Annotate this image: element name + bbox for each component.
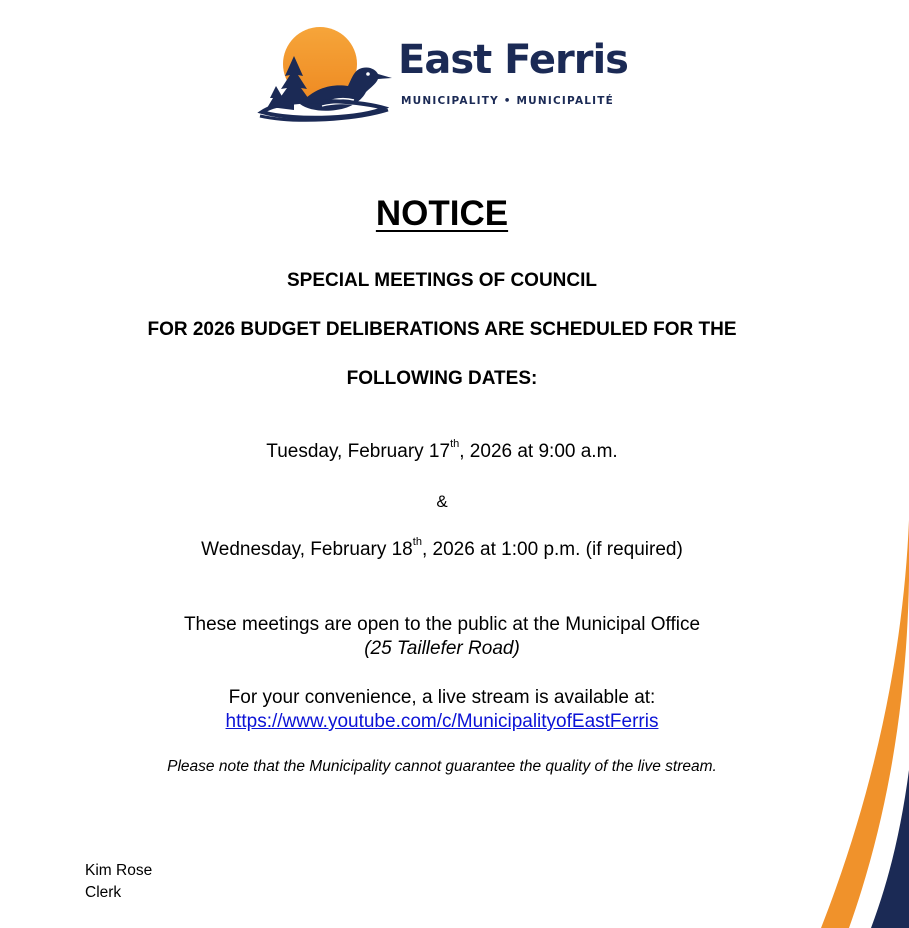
heading-line-1: SPECIAL MEETINGS OF COUNCIL — [286, 270, 597, 291]
stream-disclaimer: Please note that the Municipality cannot guarantee the quality of the live stream. — [167, 758, 717, 775]
municipality-logo — [256, 26, 646, 122]
logo-subtitle: MUNICIPALITY • MUNICIPALITÉ — [401, 95, 614, 107]
public-access-text: These meetings are open to the public at the Municipal Office — [183, 614, 701, 635]
date-2-suffix: th — [412, 536, 422, 548]
live-stream-link[interactable]: https://www.youtube.com/c/MunicipalityofEastFerris — [225, 711, 659, 732]
heading-line-3: FOLLOWING DATES: — [346, 368, 538, 389]
date-1-suffix: th — [450, 438, 460, 450]
date-1-time: , 2026 at 9:00 a.m. — [459, 441, 618, 462]
date-separator: & — [436, 492, 448, 511]
live-stream-intro: For your convenience, a live stream is available at: — [228, 687, 656, 708]
signature-title: Clerk — [85, 884, 122, 901]
meeting-date-1 — [0, 438, 884, 463]
loon-sun-emblem-icon — [256, 26, 396, 122]
date-1-text: Tuesday, February 17 — [266, 441, 451, 462]
notice-title: NOTICE — [375, 194, 509, 233]
office-address: (25 Taillefer Road) — [364, 638, 520, 659]
meeting-date-2 — [0, 536, 884, 561]
live-stream-link-row — [0, 711, 884, 733]
date-2-time: , 2026 at 1:00 p.m. (if required) — [421, 539, 683, 560]
signature-name: Kim Rose — [85, 862, 153, 879]
heading-line-2: FOR 2026 BUDGET DELIBERATIONS ARE SCHEDULED FOR THE — [147, 319, 737, 340]
date-2-text: Wednesday, February 18 — [201, 539, 413, 560]
logo-title: East Ferris — [398, 37, 628, 83]
